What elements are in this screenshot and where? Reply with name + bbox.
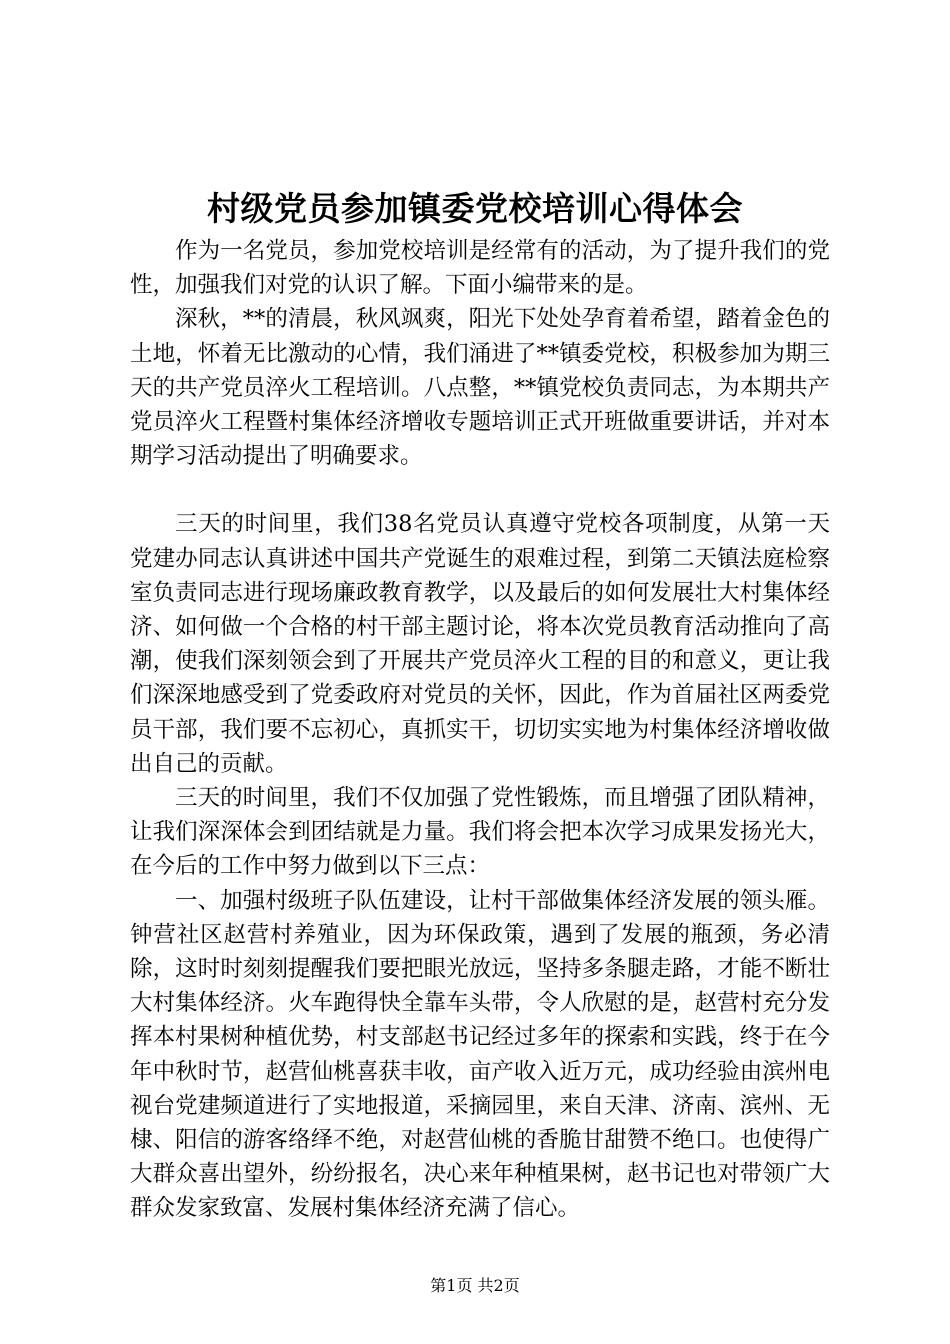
paragraph-autumn-morning: 深秋，**的清晨，秋风飒爽，阳光下处处孕育着希望，踏着金色的土地，怀着无比激动的心情，我们涌进了**镇委党校，积极参加为期三天的共产党员淬火工程培训。八点整，**镇党校负责同志，为本期共产党员淬火工程暨村集体经济增收专题培训正式开班做重要讲话，并对本期学习活动提出了明确要求。 [130,306,830,470]
page-number-footer: 第1页 共2页 [430,1276,520,1295]
paragraph-point-one: 一、加强村级班子队伍建设，让村干部做集体经济发展的领头雁。钟营社区赵营村养殖业，因为环保政策，遇到了发展的瓶颈，务必清除，这时时刻刻提醒我们要把眼光放远，坚持多条腿走路，才能不断壮大村集体经济。火车跑得快全靠车头带，令人欣慰的是，赵营村充分发挥本村果树种植优势，村支部赵书记经过多年的探索和实践，终于在今年中秋时节，赵营仙桃喜获丰收，亩产收入近万元，成功经验由滨州电视台党建频道进行了实地报道，采摘园里，来自天津、济南、滨州、无棣、阳信的游客络绎不绝，对赵营仙桃的香脆甘甜赞不绝口。也使得广大群众喜出望外，纷纷报名，决心来年种植果树，赵书记也对带领广大群众发家致富、发展村集体经济充满了信心。 [130,887,830,1222]
paragraph-intro: 作为一名党员，参加党校培训是经常有的活动，为了提升我们的党性，加强我们对党的认识了解。下面小编带来的是。 [130,238,830,299]
paragraph-three-days-study: 三天的时间里，我们38名党员认真遵守党校各项制度，从第一天党建办同志认真讲述中国共产党诞生的艰难过程，到第二天镇法庭检察室负责同志进行现场廉政教育教学，以及最后的如何发展壮大村集体经济、如何做一个合格的村干部主题讨论，将本次党员教育活动推向了高潮，使我们深刻领会到了开展共产党员淬火工程的目的和意义，更让我们深深地感受到了党委政府对党员的关怀，因此，作为首届社区两委党员干部，我们要不忘初心，真抓实干，切切实实地为村集体经济增收做出自己的贡献。 [130,511,830,777]
paragraph-team-spirit: 三天的时间里，我们不仅加强了党性锻炼，而且增强了团队精神，让我们深深体会到团结就是力量。我们将会把本次学习成果发扬光大，在今后的工作中努力做到以下三点： [130,785,830,880]
document-title: 村级党员参加镇委党校培训心得体会 [207,189,743,228]
document-body [130,234,830,1226]
